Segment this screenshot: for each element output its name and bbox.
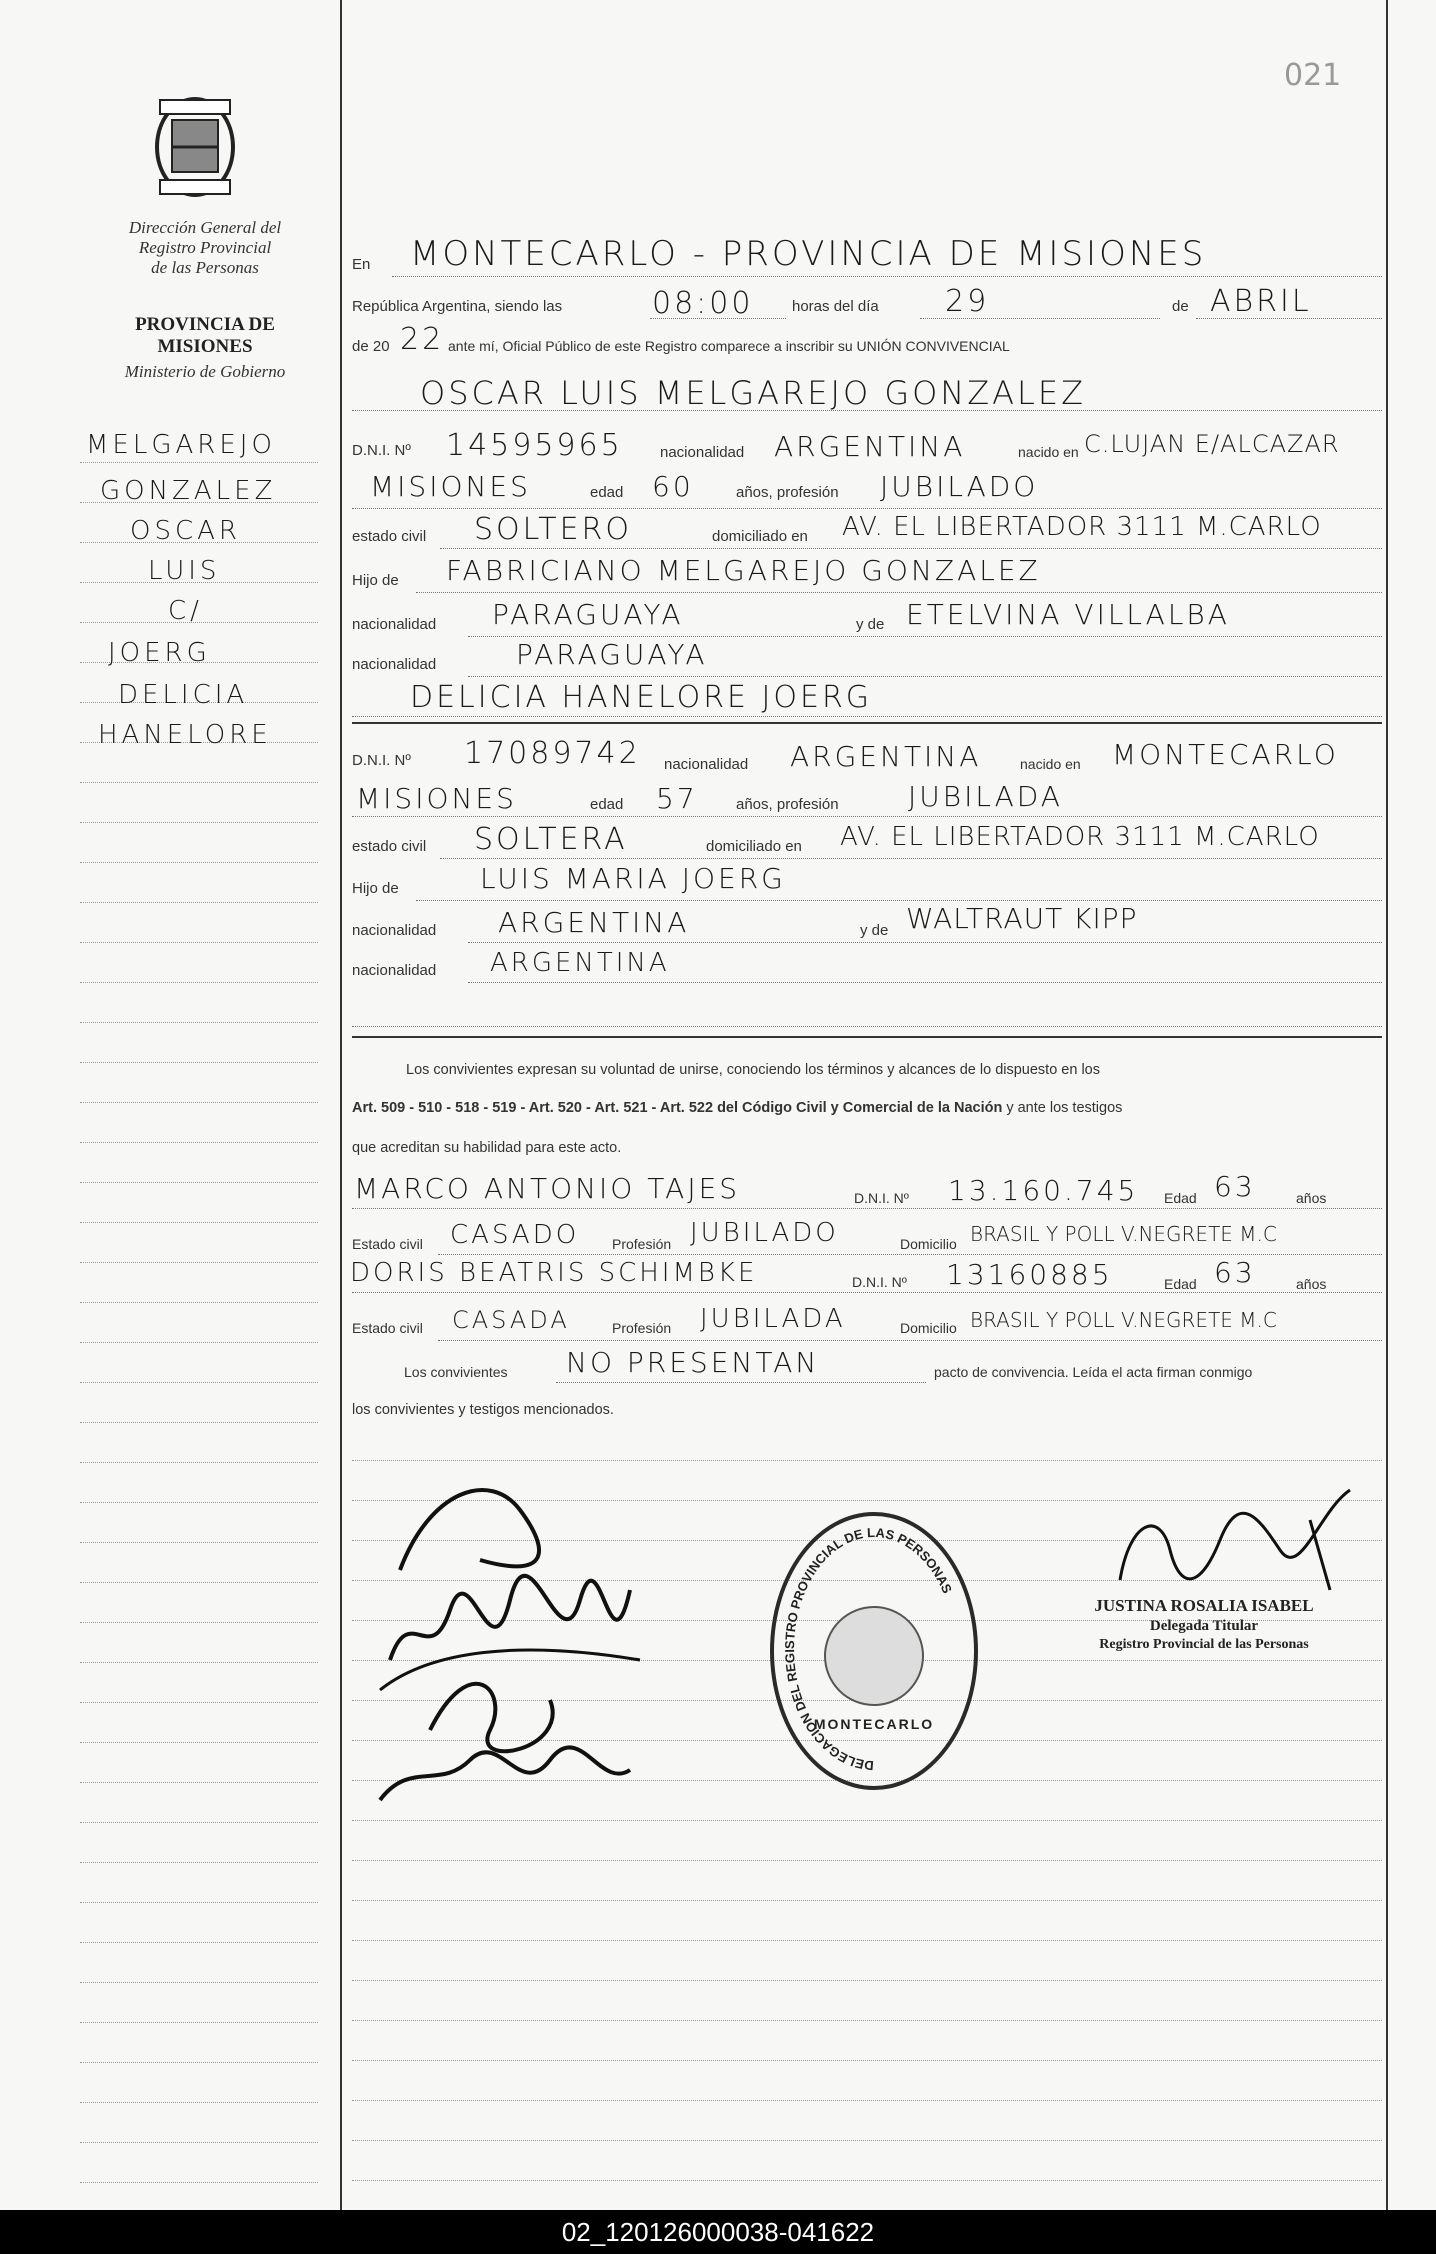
witness1-domicilio-label: Domicilio bbox=[900, 1236, 957, 1252]
margin-rule bbox=[80, 1182, 318, 1183]
margin-rule bbox=[80, 1262, 318, 1263]
person2-nacido: MONTECARLO bbox=[1112, 738, 1339, 771]
side-name-8: HANELORE bbox=[98, 720, 272, 750]
header-line-1: Dirección General del bbox=[128, 218, 282, 237]
stamp-title: Delegada Titular bbox=[1149, 1618, 1259, 1634]
stamp-org: Registro Provincial de las Personas bbox=[1099, 1637, 1309, 1652]
margin-rule bbox=[80, 1222, 318, 1223]
body-rule bbox=[352, 1940, 1382, 1941]
body-rule bbox=[352, 1900, 1382, 1901]
person1-edad-label: edad bbox=[590, 484, 624, 501]
declaration-testigos: y ante los testigos bbox=[1006, 1100, 1123, 1116]
margin-rule bbox=[80, 1702, 318, 1703]
person1-estado-label: estado civil bbox=[352, 528, 427, 545]
witness1-dni: 13.160.745 bbox=[948, 1174, 1139, 1207]
signature-convivientes bbox=[370, 1450, 660, 1810]
side-name-4: LUIS bbox=[148, 556, 221, 586]
person2-anos-label: años, profesión bbox=[736, 796, 839, 813]
person1-edad: 60 bbox=[652, 470, 694, 503]
person2-dni: 17089742 bbox=[464, 736, 641, 771]
pacto-line-2: los convivientes y testigos mencionados. bbox=[352, 1402, 614, 1418]
witness2-dni: 13160885 bbox=[946, 1258, 1113, 1291]
margin-rule bbox=[80, 1062, 318, 1063]
margin-rule bbox=[80, 1742, 318, 1743]
coat-of-arms-logo bbox=[150, 92, 240, 202]
province-line-1: PROVINCIA DE bbox=[135, 314, 275, 335]
side-name-5: C/ bbox=[168, 596, 203, 626]
horas-label: horas del día bbox=[792, 298, 879, 315]
body-rule bbox=[352, 1860, 1382, 1861]
witness1-profesion-label: Profesión bbox=[612, 1236, 672, 1252]
person1-dni: 14595965 bbox=[446, 428, 623, 463]
day-value: 29 bbox=[945, 284, 990, 319]
person1-name: OSCAR LUIS MELGAREJO GONZALEZ bbox=[420, 374, 1087, 412]
margin-rule bbox=[80, 1142, 318, 1143]
margin-rule bbox=[80, 1862, 318, 1863]
person2-nac-padre-label: nacionalidad bbox=[352, 922, 437, 939]
margin-rule bbox=[80, 462, 318, 463]
person1-nacionalidad-label: nacionalidad bbox=[660, 444, 745, 461]
person1-nac-padre-label: nacionalidad bbox=[352, 616, 437, 633]
person2-name: DELICIA HANELORE JOERG bbox=[410, 680, 873, 715]
body-rule bbox=[352, 1820, 1382, 1821]
en-label: En bbox=[352, 256, 371, 273]
person1-anos-label: años, profesión bbox=[736, 484, 839, 501]
margin-rule bbox=[80, 2182, 318, 2183]
official-seal bbox=[770, 1512, 978, 1790]
person1-nac-madre-label: nacionalidad bbox=[352, 656, 437, 673]
de-label: de bbox=[1172, 298, 1189, 315]
pacto-label: Los convivientes bbox=[404, 1364, 508, 1380]
republica-label: República Argentina, siendo las bbox=[352, 298, 563, 315]
person1-nacionalidad: ARGENTINA bbox=[774, 430, 966, 463]
margin-rule bbox=[80, 862, 318, 863]
person1-yde-label: y de bbox=[856, 616, 885, 633]
person1-hijo-label: Hijo de bbox=[352, 572, 399, 589]
person2-nacionalidad-label: nacionalidad bbox=[664, 756, 749, 773]
person2-dni-label: D.N.I. Nº bbox=[352, 752, 411, 769]
witness1-anos-label: años bbox=[1296, 1190, 1327, 1206]
margin-rule bbox=[80, 1502, 318, 1503]
witness2-name: DORIS BEATRIS SCHIMBKE bbox=[350, 1258, 758, 1288]
seal-city: MONTECARLO bbox=[813, 1716, 935, 1732]
person2-nac-padre: ARGENTINA bbox=[498, 906, 690, 939]
body-rule bbox=[352, 2060, 1382, 2061]
person2-estado: SOLTERA bbox=[474, 822, 628, 857]
margin-rule bbox=[80, 1902, 318, 1903]
person2-domicilio-label: domiciliado en bbox=[706, 838, 802, 855]
pacto-value: NO PRESENTAN bbox=[566, 1346, 820, 1379]
person2-estado-label: estado civil bbox=[352, 838, 427, 855]
side-name-1: MELGAREJO bbox=[86, 430, 276, 460]
margin-rule bbox=[80, 982, 318, 983]
person1-nacido-label: nacido en bbox=[1018, 444, 1079, 460]
declaration-articles: Art. 509 - 510 - 518 - 519 - Art. 520 - Art. 521 - Art. 522 del Código Civil y Comercial de la Nación bbox=[352, 1100, 1003, 1116]
declaration-line-1: Los convivientes expresan su voluntad de unirse, conociendo los términos y alcances de lo dispuesto en los bbox=[406, 1062, 1100, 1078]
margin-rule bbox=[80, 2062, 318, 2063]
side-name-2: GONZALEZ bbox=[100, 476, 277, 506]
pacto-text: pacto de convivencia. Leída el acta firman conmigo bbox=[934, 1364, 1253, 1380]
margin-rule bbox=[80, 2022, 318, 2023]
intro-text: ante mí, Oficial Público de este Registro comparece a inscribir su UNIÓN CONVIVENCIAL bbox=[448, 338, 1010, 354]
time-value: 08:00 bbox=[652, 286, 754, 321]
person1-domicilio-label: domiciliado en bbox=[712, 528, 808, 545]
margin-rule bbox=[80, 1342, 318, 1343]
margin-rule bbox=[80, 1422, 318, 1423]
person2-edad: 57 bbox=[656, 782, 698, 815]
side-name-6: JOERG bbox=[108, 638, 211, 668]
margin-rule bbox=[80, 822, 318, 823]
declaration-line-3: que acreditan su habilidad para este acto. bbox=[352, 1140, 622, 1156]
witness2-profesion: JUBILADA bbox=[700, 1304, 846, 1334]
margin-rule bbox=[80, 902, 318, 903]
seal-emblem bbox=[824, 1606, 924, 1706]
side-name-7: DELICIA bbox=[118, 680, 249, 710]
person1-padre: FABRICIANO MELGAREJO GONZALEZ bbox=[446, 554, 1041, 587]
margin-rule bbox=[80, 782, 318, 783]
margin-rule bbox=[80, 1662, 318, 1663]
margin-rule bbox=[80, 1302, 318, 1303]
body-rule bbox=[352, 1980, 1382, 1981]
side-name-3: OSCAR bbox=[130, 516, 241, 546]
witness1-edad-label: Edad bbox=[1164, 1190, 1197, 1206]
month-value: ABRIL bbox=[1210, 284, 1312, 319]
margin-rule bbox=[80, 1942, 318, 1943]
margin-rule bbox=[80, 1782, 318, 1783]
margin-rule bbox=[80, 1982, 318, 1983]
body-rule bbox=[352, 2140, 1382, 2141]
person1-nacido: C.LUJAN E/ALCAZAR bbox=[1084, 430, 1340, 458]
right-margin-line bbox=[1386, 0, 1388, 2210]
witness2-anos-label: años bbox=[1296, 1276, 1327, 1292]
witness1-estado-label: Estado civil bbox=[352, 1236, 423, 1252]
witness2-profesion-label: Profesión bbox=[612, 1320, 672, 1336]
margin-rule bbox=[80, 1822, 318, 1823]
seal-ring-text: DELEGACION DEL REGISTRO PROVINCIAL DE LAS PERSONAS bbox=[781, 1524, 955, 1774]
witness1-edad: 63 bbox=[1214, 1170, 1256, 1203]
witness2-dni-label: D.N.I. Nº bbox=[852, 1274, 907, 1290]
place-value: MONTECARLO - PROVINCIA DE MISIONES bbox=[410, 234, 1207, 274]
margin-rule bbox=[80, 1022, 318, 1023]
margin-rule bbox=[80, 1542, 318, 1543]
page-number: 021 bbox=[1284, 58, 1342, 93]
person2-padre: LUIS MARIA JOERG bbox=[480, 862, 786, 895]
person1-estado: SOLTERO bbox=[474, 512, 632, 547]
person2-hijo-label: Hijo de bbox=[352, 880, 399, 897]
witness1-dni-label: D.N.I. Nº bbox=[854, 1190, 909, 1206]
header-line-2: Registro Provincial bbox=[138, 238, 272, 257]
person2-edad-label: edad bbox=[590, 796, 624, 813]
margin-rule bbox=[80, 2142, 318, 2143]
year-prefix-label: de 20 bbox=[352, 338, 390, 355]
margin-rule bbox=[80, 2102, 318, 2103]
witness1-profesion: JUBILADO bbox=[690, 1218, 839, 1248]
margin-rule bbox=[80, 1622, 318, 1623]
header-line-3: de las Personas bbox=[151, 258, 259, 277]
person2-domicilio: AV. EL LIBERTADOR 3111 M.CARLO bbox=[840, 822, 1320, 852]
ministry-label: Ministerio de Gobierno bbox=[124, 362, 286, 381]
witness1-estado: CASADO bbox=[450, 1220, 580, 1250]
left-margin-line bbox=[340, 0, 342, 2210]
body-rule bbox=[352, 2020, 1382, 2021]
person1-nac-madre: PARAGUAYA bbox=[516, 638, 708, 671]
body-rule bbox=[352, 2100, 1382, 2101]
delegada-stamp bbox=[1054, 1596, 1354, 1653]
person2-nac-madre-label: nacionalidad bbox=[352, 962, 437, 979]
witness1-name: MARCO ANTONIO TAJES bbox=[354, 1172, 741, 1205]
witness2-edad-label: Edad bbox=[1164, 1276, 1197, 1292]
person1-nac-padre: PARAGUAYA bbox=[492, 598, 684, 631]
person1-profesion: JUBILADO bbox=[880, 470, 1039, 503]
person2-nac-madre: ARGENTINA bbox=[490, 948, 670, 978]
person2-madre: WALTRAUT KIPP bbox=[906, 902, 1138, 935]
year-value: 22 bbox=[400, 322, 445, 357]
person1-domicilio: AV. EL LIBERTADOR 3111 M.CARLO bbox=[842, 512, 1322, 542]
section-divider-1 bbox=[352, 722, 1382, 724]
witness2-domicilio: BRASIL Y POLL V.NEGRETE M.C bbox=[970, 1308, 1277, 1332]
person2-yde-label: y de bbox=[860, 922, 889, 939]
witness2-domicilio-label: Domicilio bbox=[900, 1320, 957, 1336]
province-line-2: MISIONES bbox=[157, 336, 253, 357]
section-divider-2 bbox=[352, 1036, 1382, 1038]
margin-rule bbox=[80, 1582, 318, 1583]
signature-delegada bbox=[1100, 1480, 1360, 1600]
person2-profesion: JUBILADA bbox=[908, 780, 1063, 813]
witness2-estado-label: Estado civil bbox=[352, 1320, 423, 1336]
stamp-name: JUSTINA ROSALIA ISABEL bbox=[1094, 1596, 1314, 1615]
witness1-domicilio: BRASIL Y POLL V.NEGRETE M.C bbox=[970, 1222, 1277, 1246]
person2-nacido-label: nacido en bbox=[1020, 756, 1081, 772]
witness2-edad: 63 bbox=[1214, 1256, 1256, 1289]
person1-dni-label: D.N.I. Nº bbox=[352, 442, 411, 459]
person1-province: MISIONES bbox=[370, 470, 531, 503]
person2-province: MISIONES bbox=[356, 782, 517, 815]
body-rule bbox=[352, 2180, 1382, 2181]
margin-rule bbox=[80, 1102, 318, 1103]
margin-rule bbox=[80, 1382, 318, 1383]
margin-rule bbox=[80, 942, 318, 943]
person2-nacionalidad: ARGENTINA bbox=[790, 740, 982, 773]
person1-madre: ETELVINA VILLALBA bbox=[906, 598, 1230, 631]
margin-rule bbox=[80, 1462, 318, 1463]
witness2-estado: CASADA bbox=[452, 1306, 570, 1334]
document-code-footer: 02_120126000038-041622 bbox=[0, 2210, 1436, 2254]
